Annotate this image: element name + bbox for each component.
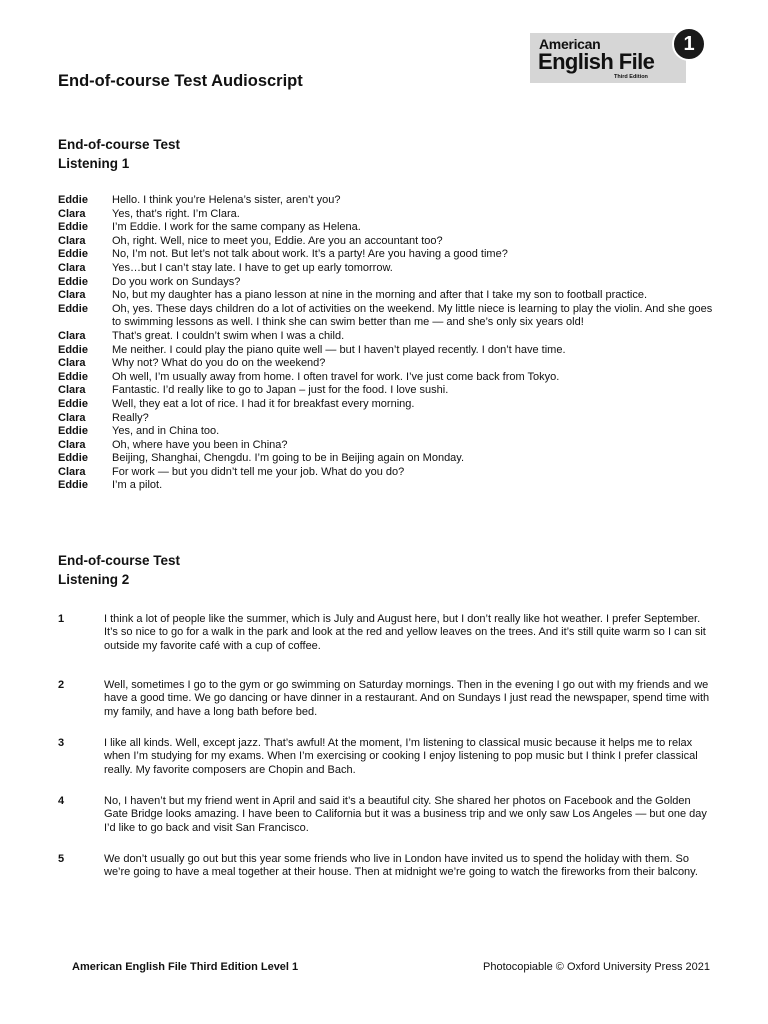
logo-line1: American [539, 36, 601, 52]
speaker-name: Eddie [58, 479, 88, 492]
dialogue-text: That’s great. I couldn’t swim when I was a child. [112, 329, 345, 342]
dialogue-text: Why not? What do you do on the weekend? [112, 357, 326, 370]
dialogue-text: Beijing, Shanghai, Chengdu. I’m going to be in Beijing again on Monday. [112, 452, 465, 465]
speaker-name: Eddie [58, 425, 88, 438]
speaker-name: Eddie [58, 370, 88, 383]
page-title: End-of-course Test Audioscript [58, 72, 303, 90]
logo-line2: English File [538, 49, 655, 74]
dialogue-text: Oh well, I’m usually away from home. I often travel for work. I’ve just come back from Tokyo. [112, 370, 560, 383]
section-subheading: Listening 1 [58, 156, 130, 171]
dialogue-line [58, 208, 714, 222]
dialogue-text: Me neither. I could play the piano quite well — but I haven’t played recently. I don’t have time. [112, 343, 566, 356]
item-number: 1 [58, 613, 65, 625]
dialogue-line [58, 344, 714, 358]
dialogue-line [58, 398, 714, 412]
dialogue-text: No, I’m not. But let’s not talk about work. It’s a party! Are you having a good time? [112, 248, 508, 261]
speaker-name: Clara [58, 465, 86, 478]
dialogue-line [58, 248, 714, 262]
speaker-name: Clara [58, 329, 86, 342]
dialogue-text: Really? [112, 411, 149, 424]
dialogue-line [58, 289, 714, 303]
dialogue-line [58, 412, 714, 426]
speaker-name: Clara [58, 289, 86, 302]
dialogue-text: Oh, right. Well, nice to meet you, Eddie. Are you an accountant too? [112, 234, 443, 247]
dialogue-transcript [58, 194, 714, 493]
dialogue-line [58, 330, 714, 344]
listening2-item [58, 737, 714, 777]
dialogue-line [58, 303, 714, 330]
dialogue-line [58, 479, 714, 493]
listening1-header [58, 135, 180, 173]
dialogue-line [58, 466, 714, 480]
section-heading: End-of-course Test [58, 553, 181, 568]
dialogue-text: Well, they eat a lot of rice. I had it for breakfast every morning. [112, 397, 415, 410]
speaker-name: Eddie [58, 343, 88, 356]
dialogue-text: Yes, that’s right. I’m Clara. [112, 207, 240, 220]
item-text: I think a lot of people like the summer, which is July and August here, but I don’t really like hot weather. I prefer September. It’s so nice to go for a walk in the park and look at the red and yellow leaves on the trees. And it’s still quite warm so I can sit outside my favorite café with a cup of coffee. [104, 613, 706, 652]
dialogue-text: Yes…but I can’t stay late. I have to get up early tomorrow. [112, 261, 393, 274]
speaker-name: Clara [58, 234, 86, 247]
section-subheading: Listening 2 [58, 572, 130, 587]
item-text: I like all kinds. Well, except jazz. That’s awful! At the moment, I’m listening to classical music because it helps me to relax when I’m studying for my exams. When I’m exercising or cooking I enjoy listening to pop music but I think I prefer classical really. My favorite composers are Chopin and Bach. [104, 737, 698, 776]
footer-copyright: Photocopiable © Oxford University Press 2021 [483, 961, 710, 973]
dialogue-line [58, 439, 714, 453]
listening2-item [58, 679, 714, 719]
dialogue-line [58, 384, 714, 398]
dialogue-text: Hello. I think you’re Helena’s sister, aren’t you? [112, 194, 341, 206]
dialogue-line [58, 262, 714, 276]
speaker-name: Clara [58, 384, 86, 397]
dialogue-line [58, 194, 714, 208]
dialogue-line [58, 276, 714, 290]
speaker-name: Eddie [58, 248, 88, 261]
dialogue-text: Do you work on Sundays? [112, 275, 241, 288]
speaker-name: Clara [58, 207, 86, 220]
speaker-name: Clara [58, 411, 86, 424]
speaker-name: Eddie [58, 397, 88, 410]
section-heading: End-of-course Test [58, 137, 181, 152]
speaker-name: Eddie [58, 452, 88, 465]
speaker-name: Clara [58, 438, 86, 451]
speaker-name: Eddie [58, 194, 88, 206]
dialogue-line [58, 235, 714, 249]
dialogue-text: Oh, where have you been in China? [112, 438, 288, 451]
listening2-item [58, 613, 714, 653]
item-text: We don’t usually go out but this year some friends who live in London have invited us to spend the holiday with them. So we’re going to have a meal together at their house. Then at midnight we’re going to watch the fireworks from their balcony. [104, 853, 698, 879]
speaker-name: Eddie [58, 302, 88, 315]
dialogue-text: No, but my daughter has a piano lesson at nine in the morning and after that I take my son to football practice. [112, 289, 648, 302]
item-text: No, I haven’t but my friend went in April and said it’s a beautiful city. She shared her photos on Facebook and the Golden Gate Bridge looks amazing. I have been to California but it was a business trip and we only saw Los Angeles — but one day I’d like to go back and visit San Francisco. [104, 795, 707, 834]
item-text: Well, sometimes I go to the gym or go swimming on Saturday mornings. Then in the evening I go out with my friends and we have a good time. We go dancing or have dinner in a restaurant. And on Sundays I just read the newspaper, spend time with my family, and have a long bath before bed. [104, 679, 710, 718]
dialogue-text: Yes, and in China too. [112, 425, 220, 438]
dialogue-line [58, 371, 714, 385]
listening2-item [58, 853, 714, 880]
speaker-name: Eddie [58, 221, 88, 234]
dialogue-line [58, 452, 714, 466]
dialogue-text: I’m Eddie. I work for the same company as Helena. [112, 221, 361, 234]
dialogue-line [58, 357, 714, 371]
dialogue-line [58, 425, 714, 439]
item-number: 4 [58, 795, 65, 807]
item-number: 5 [58, 853, 65, 865]
item-number: 2 [58, 679, 65, 691]
speaker-name: Eddie [58, 275, 88, 288]
dialogue-text: Oh, yes. These days children do a lot of activities on the weekend. My little niece is learning to play the violin. And she goes to swimming lessons as well. I think she can swim better than me — and she’s only six years old! [112, 302, 713, 329]
logo-edition: Third Edition [614, 74, 648, 80]
dialogue-text: Fantastic. I’d really like to go to Japan – just for the food. I love sushi. [112, 384, 449, 397]
speaker-name: Clara [58, 357, 86, 370]
publisher-logo [530, 33, 695, 83]
dialogue-text: I’m a pilot. [112, 479, 163, 492]
footer-title: American English File Third Edition Level 1 [72, 961, 299, 973]
item-number: 3 [58, 737, 65, 749]
level-badge: 1 [672, 27, 706, 61]
dialogue-text: For work — but you didn’t tell me your job. What do you do? [112, 465, 405, 478]
listening2-item [58, 795, 714, 835]
speaker-name: Clara [58, 261, 86, 274]
listening2-header [58, 551, 180, 589]
dialogue-line [58, 221, 714, 235]
